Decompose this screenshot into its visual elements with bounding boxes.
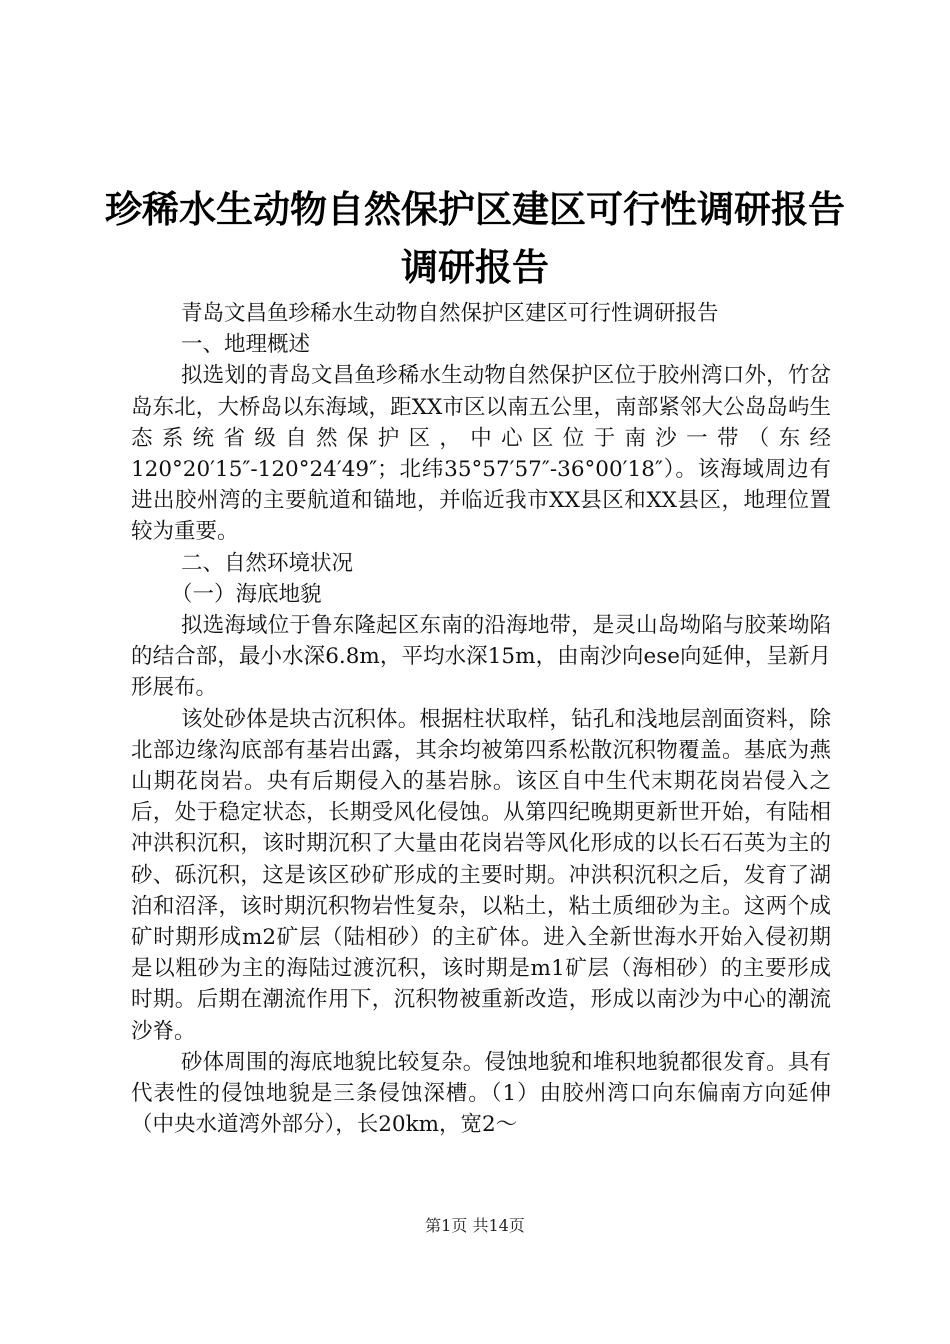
document-title: 珍稀水生动物自然保护区建区可行性调研报告	[105, 188, 845, 231]
paragraph-sand-body: 该处砂体是块古沉积体。根据柱状取样，钻孔和浅地层剖面资料，除北部边缘沟底部有基岩出露，其余均被第四系松散沉积物覆盖。基底为燕山期花岗岩。央有后期侵入的基岩脉。该区自中生代末期花岗岩侵入之后，处于稳定状态，长期受风化侵蚀。从第四纪晚期更新世开始，有陆相冲洪积沉积，该时期沉积了大量由花岗岩等风化形成的以长石石英为主的砂、砾沉积，这是该区砂矿形成的主要时期。冲洪积沉积之后，发育了湖泊和沼泽，该时期沉积物岩性复杂，以粘土，粘土质细砂为主。这两个成矿时期形成m2矿层（陆相砂）的主矿体。进入全新世海水开始入侵初期是以粗砂为主的海陆过渡沉积，该时期是m1矿层（海相砂）的主要形成时期。后期在潮流作用下，沉积物被重新改造，形成以南沙为中心的潮流沙脊。	[131, 706, 831, 1044]
subsection-heading-seabed: （一）海底地貌	[171, 581, 322, 607]
page-footer: 第1页 共14页	[425, 1216, 525, 1235]
section-heading-geography: 一、地理概述	[181, 332, 311, 358]
paragraph-landforms: 砂体周围的海底地貌比较复杂。侵蚀地貌和堆积地貌都很发育。具有代表性的侵蚀地貌是三条侵蚀深槽。（1）由胶州湾口向东偏南方向延伸（中央水道湾外部分），长20km，宽2～	[131, 1049, 831, 1138]
paragraph-report-name: 青岛文昌鱼珍稀水生动物自然保护区建区可行性调研报告	[181, 301, 719, 326]
document-subtitle: 调研报告	[401, 246, 549, 289]
paragraph-geography: 拟选划的青岛文昌鱼珍稀水生动物自然保护区位于胶州湾口外，竹岔岛东北，大桥岛以东海域，距XX市区以南五公里，南部紧邻大公岛岛屿生态系统省级自然保护区，中心区位于南沙一带（东经120°20′15″-120°24′49″；北纬35°57′57″-36°00′18″）。该海域周边有进出胶州湾的主要航道和锚地，并临近我市XX县区和XX县区，地理位置较为重要。	[131, 363, 831, 545]
section-heading-environment: 二、自然环境状况	[181, 550, 354, 576]
document-body	[131, 298, 831, 1140]
paragraph-seabed-location: 拟选海域位于鲁东隆起区东南的沿海地带，是灵山岛坳陷与胶莱坳陷的结合部，最小水深6.8m，平均水深15m，由南沙向ese向延伸，呈新月形展布。	[131, 613, 831, 701]
